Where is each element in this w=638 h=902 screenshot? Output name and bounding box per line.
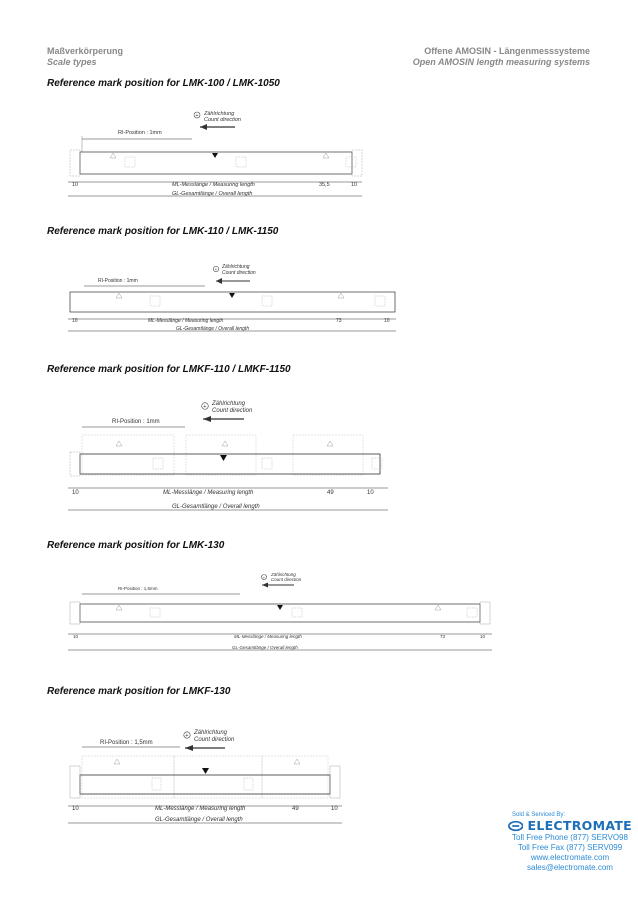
header-left-subtitle: Scale types bbox=[47, 57, 97, 67]
svg-text:10: 10 bbox=[73, 634, 79, 639]
svg-text:+: + bbox=[195, 113, 199, 119]
svg-text:RI-Position : 1mm: RI-Position : 1mm bbox=[98, 278, 138, 284]
header-right-subtitle: Open AMOSIN length measuring systems bbox=[412, 57, 590, 67]
svg-text:10: 10 bbox=[384, 318, 390, 324]
svg-text:ML-Messlänge / Measuring lengt: ML-Messlänge / Measuring length bbox=[155, 806, 246, 812]
svg-text:GL-Gesamtlänge / Overall lengt: GL-Gesamtlänge / Overall length bbox=[232, 645, 298, 650]
svg-text:10: 10 bbox=[480, 634, 486, 639]
svg-text:49: 49 bbox=[292, 806, 299, 812]
header-left-title: Maßverkörperung bbox=[47, 46, 124, 56]
ri-position-label: RI-Position : 1mm bbox=[118, 130, 162, 136]
svg-text:10: 10 bbox=[72, 182, 79, 188]
reference-mark bbox=[212, 153, 218, 158]
svg-text:+: + bbox=[262, 575, 266, 580]
section-2-title: Reference mark position for LMK-110 / LMK-1150 bbox=[47, 226, 279, 237]
svg-text:Count direction: Count direction bbox=[194, 737, 235, 743]
svg-text:49: 49 bbox=[327, 490, 334, 496]
svg-text:Zählrichtung: Zählrichtung bbox=[271, 572, 296, 577]
electromate-logo-icon bbox=[508, 820, 523, 832]
header-left bbox=[47, 46, 123, 68]
svg-text:Count direction: Count direction bbox=[271, 577, 302, 582]
dimension-mid: 35,5 bbox=[319, 182, 330, 188]
svg-text:+: + bbox=[185, 733, 189, 739]
section-1-drawing bbox=[0, 100, 638, 210]
company-logo bbox=[508, 818, 632, 833]
section-4-title: Reference mark position for LMK-130 bbox=[47, 540, 225, 551]
section-5-title: Reference mark position for LMKF-130 bbox=[47, 686, 231, 697]
svg-text:GL-Gesamtlänge / Overall lengt: GL-Gesamtlänge / Overall length bbox=[176, 326, 250, 332]
section-2-drawing bbox=[0, 256, 638, 336]
count-direction-de: Zählrichtung bbox=[204, 111, 235, 117]
svg-text:Count direction: Count direction bbox=[212, 408, 253, 414]
section-3-drawing bbox=[0, 392, 638, 517]
svg-text:10: 10 bbox=[351, 182, 358, 188]
svg-text:RI-Position : 1,5mm: RI-Position : 1,5mm bbox=[118, 586, 158, 591]
svg-text:10: 10 bbox=[72, 490, 79, 496]
distributor-block bbox=[508, 812, 632, 873]
section-3-title: Reference mark position for LMKF-110 / LMKF-1150 bbox=[47, 364, 291, 375]
svg-text:GL-Gesamtlänge / Overall lengt: GL-Gesamtlänge / Overall length bbox=[155, 817, 243, 823]
header-right-title: Offene AMOSIN - Längenmesssysteme bbox=[424, 46, 590, 56]
measuring-length-label: ML-Messlänge / Measuring length bbox=[172, 182, 255, 188]
svg-text:ML-Messlänge / Measuring lengt: ML-Messlänge / Measuring length bbox=[163, 490, 254, 496]
svg-text:73: 73 bbox=[440, 634, 446, 639]
svg-text:Zählrichtung: Zählrichtung bbox=[222, 264, 250, 270]
svg-text:Zählrichtung: Zählrichtung bbox=[212, 401, 246, 407]
svg-text:ML-Messlänge / Measuring lengt: ML-Messlänge / Measuring length bbox=[234, 634, 302, 639]
email-link[interactable]: sales@electromate.com bbox=[527, 863, 613, 872]
toll-free-fax: Toll Free Fax (877) SERV099 bbox=[517, 843, 623, 852]
svg-text:10: 10 bbox=[72, 318, 78, 324]
svg-text:+: + bbox=[203, 404, 207, 410]
svg-text:+: + bbox=[214, 267, 218, 272]
toll-free-phone: Toll Free Phone (877) SERVO98 bbox=[512, 833, 628, 842]
sold-by-label: Sold & Serviced By: bbox=[512, 812, 566, 818]
svg-text:73: 73 bbox=[336, 318, 342, 324]
svg-text:Zählrichtung: Zählrichtung bbox=[194, 730, 228, 736]
svg-text:RI-Position : 1mm: RI-Position : 1mm bbox=[112, 419, 160, 425]
svg-text:ML-Messlänge / Measuring lengt: ML-Messlänge / Measuring length bbox=[148, 318, 224, 324]
count-direction-en: Count direction bbox=[204, 117, 241, 123]
svg-text:10: 10 bbox=[72, 806, 79, 812]
svg-text:RI-Position : 1,5mm: RI-Position : 1,5mm bbox=[100, 740, 153, 746]
svg-text:GL-Gesamtlänge / Overall lengt: GL-Gesamtlänge / Overall length bbox=[172, 504, 260, 510]
svg-text:10: 10 bbox=[367, 490, 374, 496]
section-1-title: Reference mark position for LMK-100 / LMK-1050 bbox=[47, 78, 280, 89]
company-name: ELECTROMATE bbox=[527, 818, 632, 833]
website-link[interactable]: www.electromate.com bbox=[530, 853, 610, 862]
header-right bbox=[413, 46, 590, 68]
overall-length-label: GL-Gesamtlänge / Overall length bbox=[172, 191, 253, 197]
section-4-drawing bbox=[0, 568, 638, 658]
svg-text:Count direction: Count direction bbox=[222, 270, 256, 276]
svg-text:10: 10 bbox=[331, 806, 338, 812]
